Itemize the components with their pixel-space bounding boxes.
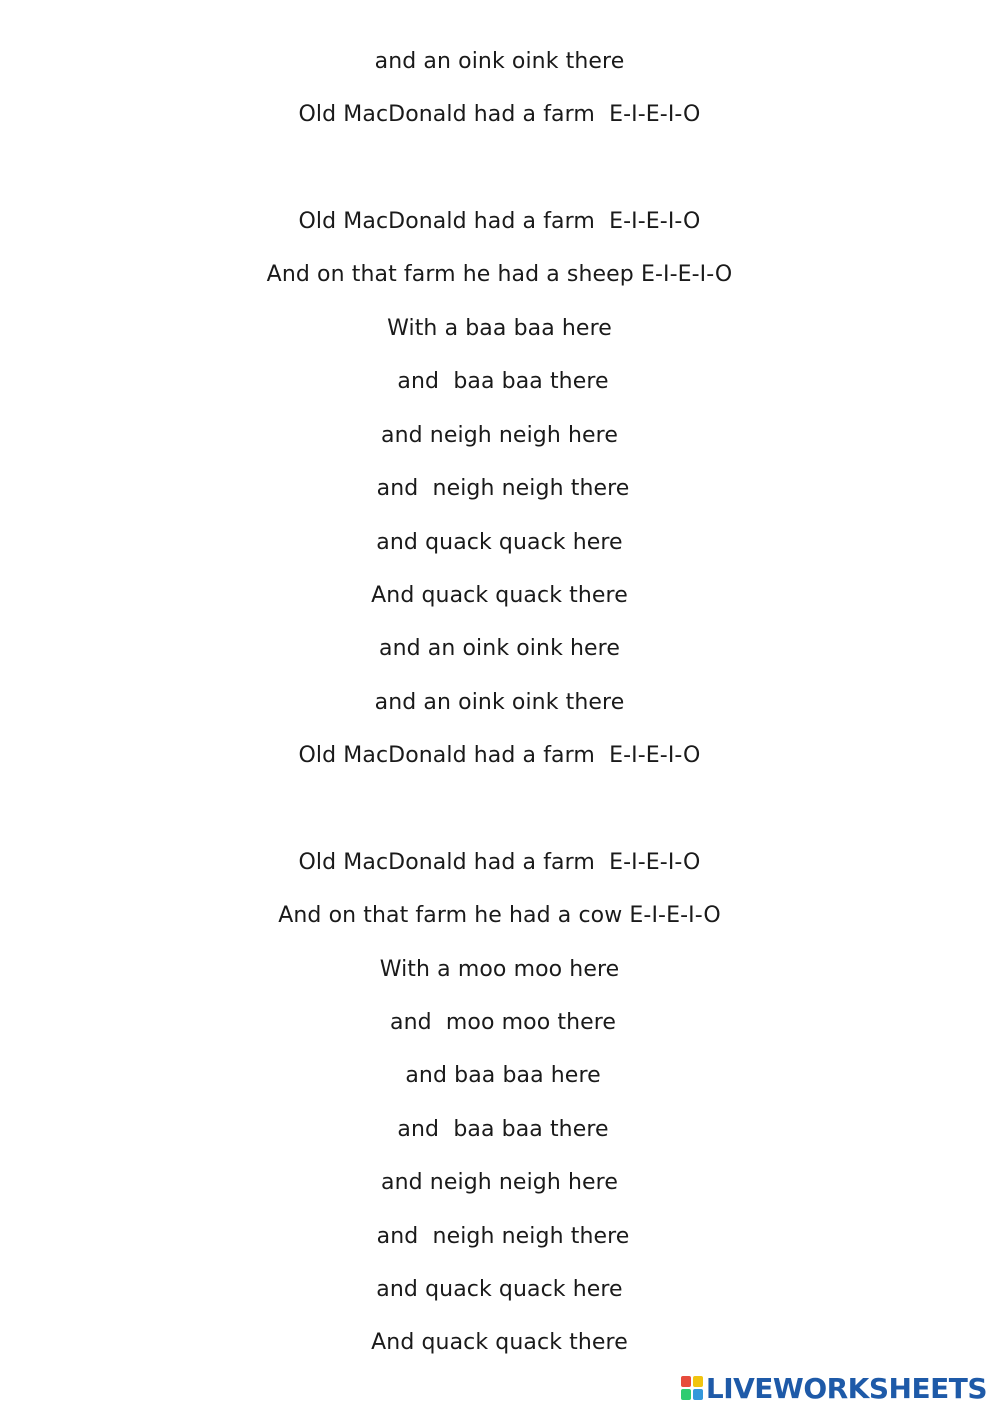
lyric-line: And quack quack there bbox=[371, 1330, 628, 1355]
lyric-line: and baa baa there bbox=[390, 1117, 609, 1142]
liveworksheets-logo bbox=[681, 1371, 987, 1405]
lyric-line: and moo moo there bbox=[382, 1010, 617, 1035]
mark-tile bbox=[681, 1376, 691, 1387]
lyric-line: Old MacDonald had a farm E-I-E-I-O bbox=[298, 850, 701, 875]
lyric-line: and an oink oink here bbox=[379, 636, 620, 661]
lyric-line: and quack quack here bbox=[376, 530, 623, 555]
mark-tile bbox=[681, 1389, 691, 1400]
lyric-line: And on that farm he had a cow E-I-E-I-O bbox=[278, 903, 721, 928]
lyric-line: and quack quack here bbox=[376, 1277, 623, 1302]
lyric-line: and neigh neigh here bbox=[381, 1170, 618, 1195]
lyric-line: With a baa baa here bbox=[387, 316, 612, 341]
lyric-line: Old MacDonald had a farm E-I-E-I-O bbox=[298, 102, 701, 127]
lyric-line: and baa baa there bbox=[390, 369, 609, 394]
mark-tile bbox=[693, 1376, 703, 1387]
liveworksheets-mark-icon bbox=[681, 1376, 703, 1400]
lyric-line: and an oink oink there bbox=[374, 690, 625, 715]
lyric-line: Old MacDonald had a farm E-I-E-I-O bbox=[298, 743, 701, 768]
lyric-line: and baa baa here bbox=[398, 1063, 601, 1088]
lyric-line: And quack quack there bbox=[371, 583, 628, 608]
lyric-line: And on that farm he had a sheep E-I-E-I-O bbox=[266, 262, 733, 287]
lyric-line: With a moo moo here bbox=[379, 957, 620, 982]
brand-name: LIVEWORKSHEETS bbox=[705, 1371, 987, 1405]
lyric-line: and neigh neigh there bbox=[369, 476, 630, 501]
mark-tile bbox=[693, 1389, 703, 1400]
lyric-line: and an oink oink there bbox=[374, 49, 625, 74]
lyric-line: and neigh neigh here bbox=[381, 423, 618, 448]
lyric-line: and neigh neigh there bbox=[369, 1224, 630, 1249]
lyric-line: Old MacDonald had a farm E-I-E-I-O bbox=[298, 209, 701, 234]
